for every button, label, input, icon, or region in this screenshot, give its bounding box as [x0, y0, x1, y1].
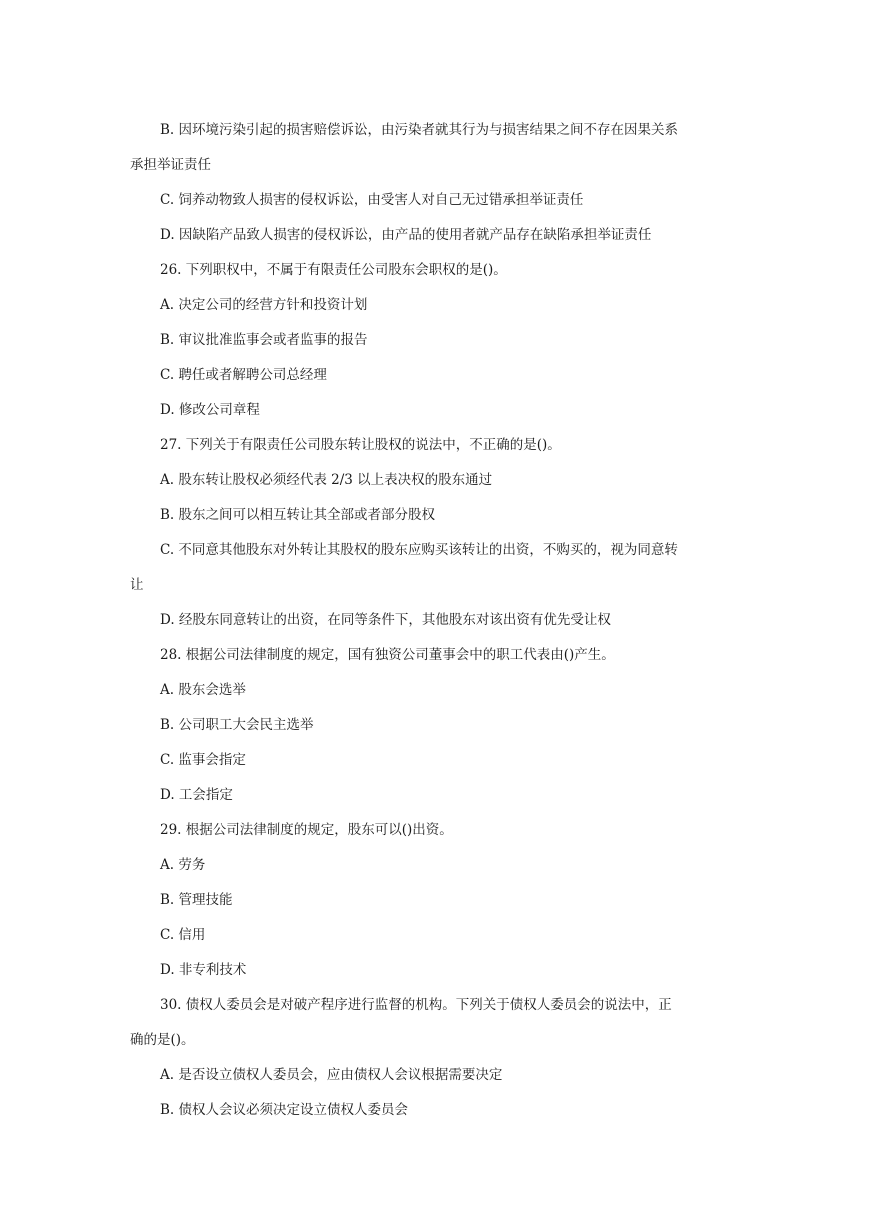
option-a: A. 劳务 [160, 857, 206, 873]
question-28: 28. 根据公司法律制度的规定，国有独资公司董事会中的职工代表由()产生。 [160, 647, 615, 663]
text-line: 让 [130, 577, 144, 593]
question-29: 29. 根据公司法律制度的规定，股东可以()出资。 [160, 822, 453, 838]
option-b: B. 审议批准监事会或者监事的报告 [160, 332, 368, 348]
option-a: A. 股东会选举 [160, 682, 246, 698]
text-line: D. 因缺陷产品致人损害的侵权诉讼，由产品的使用者就产品存在缺陷承担举证责任 [160, 227, 652, 243]
option-d: D. 修改公司章程 [160, 402, 260, 418]
text-line: 确的是()。 [130, 1032, 195, 1048]
option-d: D. 工会指定 [160, 787, 233, 803]
option-b: B. 管理技能 [160, 892, 233, 908]
question-30: 30. 债权人委员会是对破产程序进行监督的机构。下列关于债权人委员会的说法中，正 [160, 997, 672, 1013]
text-line: C. 饲养动物致人损害的侵权诉讼，由受害人对自己无过错承担举证责任 [160, 192, 584, 208]
option-d: D. 非专利技术 [160, 962, 247, 978]
option-b: B. 公司职工大会民主选举 [160, 717, 314, 733]
option-a: A. 股东转让股权必须经代表 2/3 以上表决权的股东通过 [160, 472, 493, 488]
question-27: 27. 下列关于有限责任公司股东转让股权的说法中，不正确的是()。 [160, 437, 561, 453]
option-c: C. 信用 [160, 927, 206, 943]
option-c: C. 不同意其他股东对外转让其股权的股东应购买该转让的出资，不购买的，视为同意转 [160, 542, 678, 558]
text-line: B. 因环境污染引起的损害赔偿诉讼，由污染者就其行为与损害结果之间不存在因果关系 [160, 122, 679, 138]
option-c: C. 聘任或者解聘公司总经理 [160, 367, 327, 383]
option-b: B. 债权人会议必须决定设立债权人委员会 [160, 1102, 409, 1118]
option-c: C. 监事会指定 [160, 752, 246, 768]
option-b: B. 股东之间可以相互转让其全部或者部分股权 [160, 507, 436, 523]
text-line: 承担举证责任 [130, 157, 211, 173]
option-a: A. 决定公司的经营方针和投资计划 [160, 297, 368, 313]
question-26: 26. 下列职权中，不属于有限责任公司股东会职权的是()。 [160, 262, 507, 278]
option-a: A. 是否设立债权人委员会，应由债权人会议根据需要决定 [160, 1067, 503, 1083]
option-d: D. 经股东同意转让的出资，在同等条件下，其他股东对该出资有优先受让权 [160, 612, 611, 628]
